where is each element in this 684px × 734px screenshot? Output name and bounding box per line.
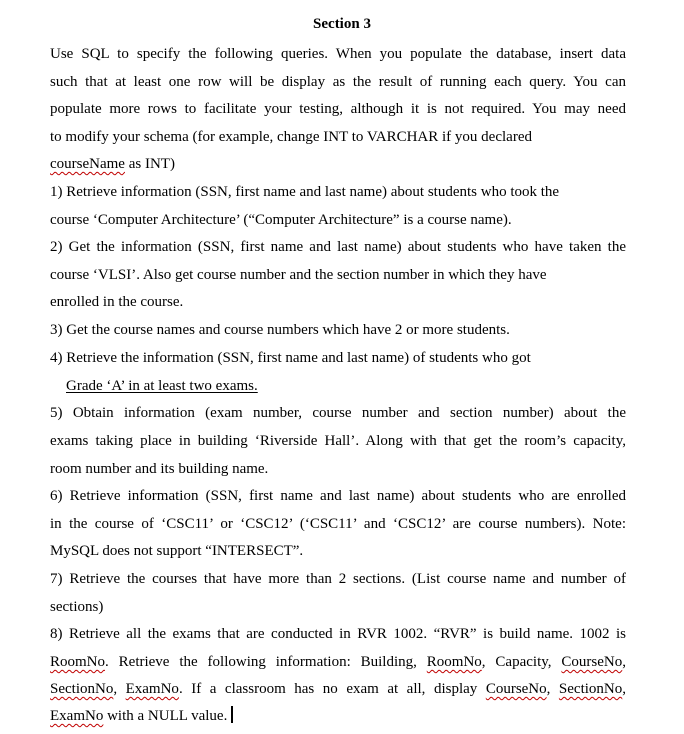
text-run: with a NULL value. <box>103 708 228 724</box>
intro-line <box>50 154 175 174</box>
query-5-line: exams taking place in building ‘Riverside Hall’. Along with that get the room’s capacity, <box>50 433 626 449</box>
misspelled-word[interactable]: CourseNo <box>485 681 547 697</box>
misspelled-word[interactable]: courseName <box>50 156 125 172</box>
query-7-line: sections) <box>50 599 104 615</box>
text-run: , Capacity, <box>481 654 562 670</box>
misspelled-word[interactable]: ExamNo <box>125 681 179 697</box>
query-5-line: 5) Obtain information (exam number, course number and section number) about the <box>50 405 626 421</box>
text-run: , <box>622 681 626 697</box>
text-cursor[interactable] <box>231 706 233 723</box>
text-run: , <box>546 681 559 697</box>
query-2-line: course ‘VLSI’. Also get course number and the section number in which they have <box>50 267 547 283</box>
misspelled-word[interactable]: SectionNo <box>50 681 114 697</box>
query-6-line: in the course of ‘CSC11’ or ‘CSC12’ (‘CSC11’ and ‘CSC12’ are course numbers). Note: <box>50 516 626 532</box>
misspelled-word[interactable]: CourseNo <box>561 654 623 670</box>
query-7-line: 7) Retrieve the courses that have more than 2 sections. (List course name and number of <box>50 571 626 587</box>
text-run: . If a classroom has no exam at all, display <box>178 681 486 697</box>
text-run: as INT) <box>124 156 175 172</box>
query-8-line: 8) Retrieve all the exams that are conducted in RVR 1002. “RVR” is build name. 1002 is <box>50 626 626 642</box>
query-8-line <box>50 706 233 726</box>
query-8-line <box>50 679 626 699</box>
text-run: . Retrieve the following information: Building, <box>105 654 427 670</box>
query-1-line: 1) Retrieve information (SSN, first name and last name) about students who took the <box>50 184 560 200</box>
query-2-line: enrolled in the course. <box>50 294 184 310</box>
query-6-line: MySQL does not support “INTERSECT”. <box>50 543 304 559</box>
misspelled-word[interactable]: SectionNo <box>558 681 623 697</box>
query-8-line <box>50 652 626 672</box>
intro-line: populate more rows to facilitate your testing, although it is not required. You may need <box>50 101 626 117</box>
intro-line: such that at least one row will be display as the result of running each query. You can <box>50 74 626 90</box>
text-run: , <box>622 654 626 670</box>
intro-line: to modify your schema (for example, change INT to VARCHAR if you declared <box>50 129 532 145</box>
query-2-line: 2) Get the information (SSN, first name and last name) about students who have taken the <box>50 239 626 255</box>
misspelled-word[interactable]: RoomNo <box>50 654 106 670</box>
query-4-line <box>66 376 258 396</box>
section-title: Section 3 <box>313 16 371 32</box>
query-1-line: course ‘Computer Architecture’ (“Computer Architecture” is a course name). <box>50 212 512 228</box>
misspelled-word[interactable]: ExamNo <box>50 708 104 724</box>
text-run: , <box>113 681 126 697</box>
intro-line: Use SQL to specify the following queries. When you populate the database, insert data <box>50 46 626 62</box>
underlined-text: Grade ‘A’ in at least two exams. <box>66 378 258 394</box>
query-6-line: 6) Retrieve information (SSN, first name and last name) about students who are enrolled <box>50 488 626 504</box>
query-3-line: 3) Get the course names and course numbers which have 2 or more students. <box>50 322 510 338</box>
query-5-line: room number and its building name. <box>50 461 269 477</box>
misspelled-word[interactable]: RoomNo <box>426 654 482 670</box>
query-4-line: 4) Retrieve the information (SSN, first name and last name) of students who got <box>50 350 531 366</box>
